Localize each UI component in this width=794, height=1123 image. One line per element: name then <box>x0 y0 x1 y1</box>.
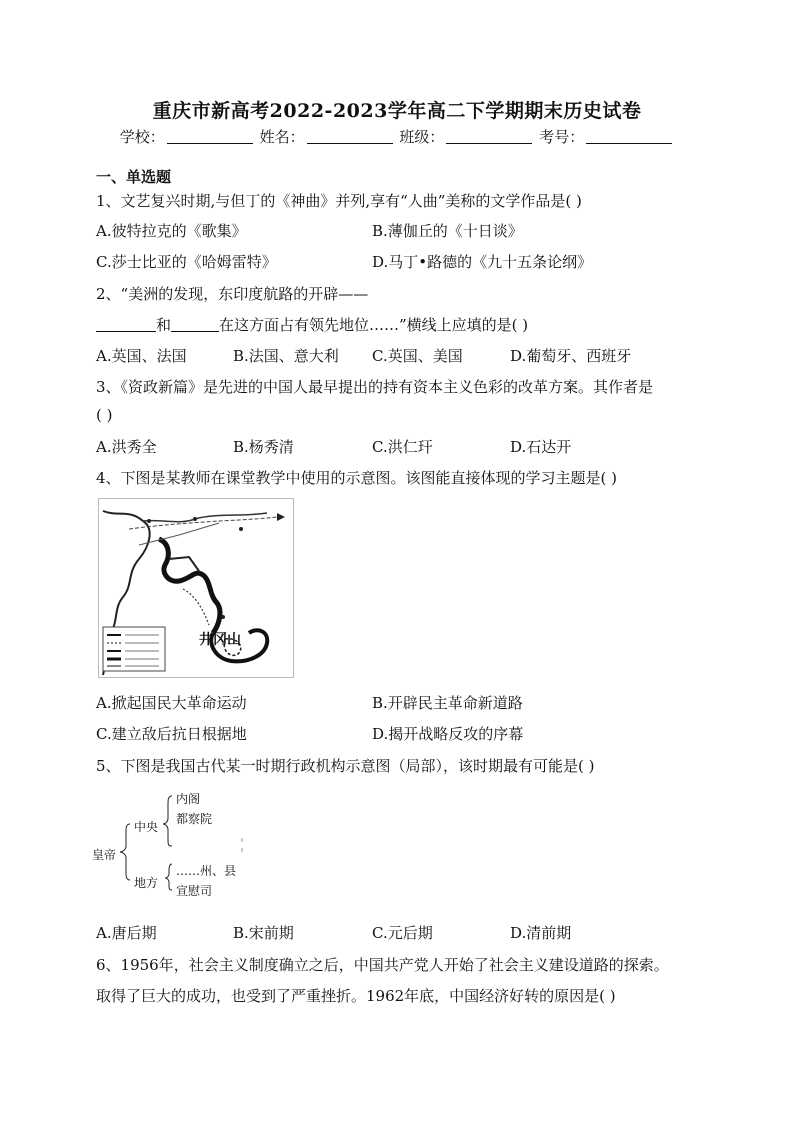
diagram-local-item-2: 宣慰司 <box>176 884 213 898</box>
q2-option-b: B.法国、意大利 <box>233 347 339 365</box>
q4-option-b: B.开辟民主革命新道路 <box>372 694 523 712</box>
q4-option-d: D.揭开战略反攻的序幕 <box>372 725 524 743</box>
q5-stem: 5、下图是我国古代某一时期行政机构示意图（局部），该时期最有可能是( ) <box>96 757 595 775</box>
q2-blank-1 <box>96 317 156 332</box>
diagram-central-item-1: 内阁 <box>176 792 201 806</box>
route-map-image <box>98 498 294 678</box>
q1-option-c: C.莎士比亚的《哈姆雷特》 <box>96 253 277 271</box>
q3-option-b: B.杨秀清 <box>233 438 294 456</box>
q5-option-c: C.元后期 <box>372 924 433 942</box>
q2-conj: 和 <box>156 316 172 334</box>
route-map-drawing <box>99 499 293 677</box>
q3-option-d: D.石达开 <box>510 438 572 456</box>
q5-option-a: A.唐后期 <box>96 924 157 942</box>
q1-option-d: D.马丁•路德的《九十五条论纲》 <box>372 253 593 271</box>
q2-stem-line1: 2、“美洲的发现，东印度航路的开辟—— <box>96 285 369 303</box>
diagram-emperor: 皇帝 <box>92 848 117 862</box>
q6-stem-line1: 6、1956年，社会主义制度确立之后，中国共产党人开始了社会主义建设道路的探索。 <box>96 956 669 974</box>
q3-stem-line1: 3、《资政新篇》是先进的中国人最早提出的持有资本主义色彩的改革方案。其作者是 <box>96 378 654 396</box>
q2-blank-2 <box>171 317 219 332</box>
diagram-central-item-2: 都察院 <box>176 812 213 826</box>
q5-option-b: B.宋前期 <box>233 924 294 942</box>
admin-structure-diagram <box>92 788 262 898</box>
page-title: 重庆市新高考2022-2023学年高二下学期期末历史试卷 <box>152 100 642 122</box>
q2-option-d: D.葡萄牙、西班牙 <box>510 347 632 365</box>
name-blank <box>307 129 393 144</box>
q1-stem: 1、文艺复兴时期,与但丁的《神曲》并列,享有“人曲”美称的文学作品是( ) <box>96 192 582 210</box>
school-blank <box>167 129 253 144</box>
diagram-local-item-1: ……州、县 <box>176 864 237 878</box>
q2-option-c: C.英国、美国 <box>372 347 463 365</box>
exam-no-blank <box>586 129 672 144</box>
q3-option-a: A.洪秀全 <box>96 438 157 456</box>
student-info-line <box>0 126 794 147</box>
section-heading: 一、单选题 <box>96 168 172 186</box>
q4-option-c: C.建立敌后抗日根据地 <box>96 725 247 743</box>
q2-option-a: A.英国、法国 <box>96 347 187 365</box>
name-label: 姓名： <box>259 128 305 146</box>
diagram-central: 中央 <box>134 820 159 834</box>
q2-stem-tail: 在这方面占有领先地位……”横线上应填的是( ) <box>219 316 529 334</box>
class-blank <box>446 129 532 144</box>
class-label: 班级： <box>399 128 445 146</box>
q5-option-d: D.清前期 <box>510 924 572 942</box>
q6-stem-line2: 取得了巨大的成功，也受到了严重挫折。1962年底，中国经济好转的原因是( ) <box>96 987 616 1005</box>
q2-stem-line2 <box>96 314 528 335</box>
diagram-local: 地方 <box>134 876 159 890</box>
q1-option-b: B.薄伽丘的《十日谈》 <box>372 222 523 240</box>
exam-no-label: 考号： <box>539 128 585 146</box>
q4-option-a: A.掀起国民大革命运动 <box>96 694 247 712</box>
q3-option-c: C.洪仁玕 <box>372 438 433 456</box>
school-label: 学校： <box>119 128 165 146</box>
q1-option-a: A.彼特拉克的《歌集》 <box>96 222 247 240</box>
q4-stem: 4、下图是某教师在课堂教学中使用的示意图。该图能直接体现的学习主题是( ) <box>96 469 618 487</box>
q3-stem-line2: ( ) <box>96 406 113 424</box>
map-label-jinggangshan: 井冈山 <box>199 632 241 648</box>
